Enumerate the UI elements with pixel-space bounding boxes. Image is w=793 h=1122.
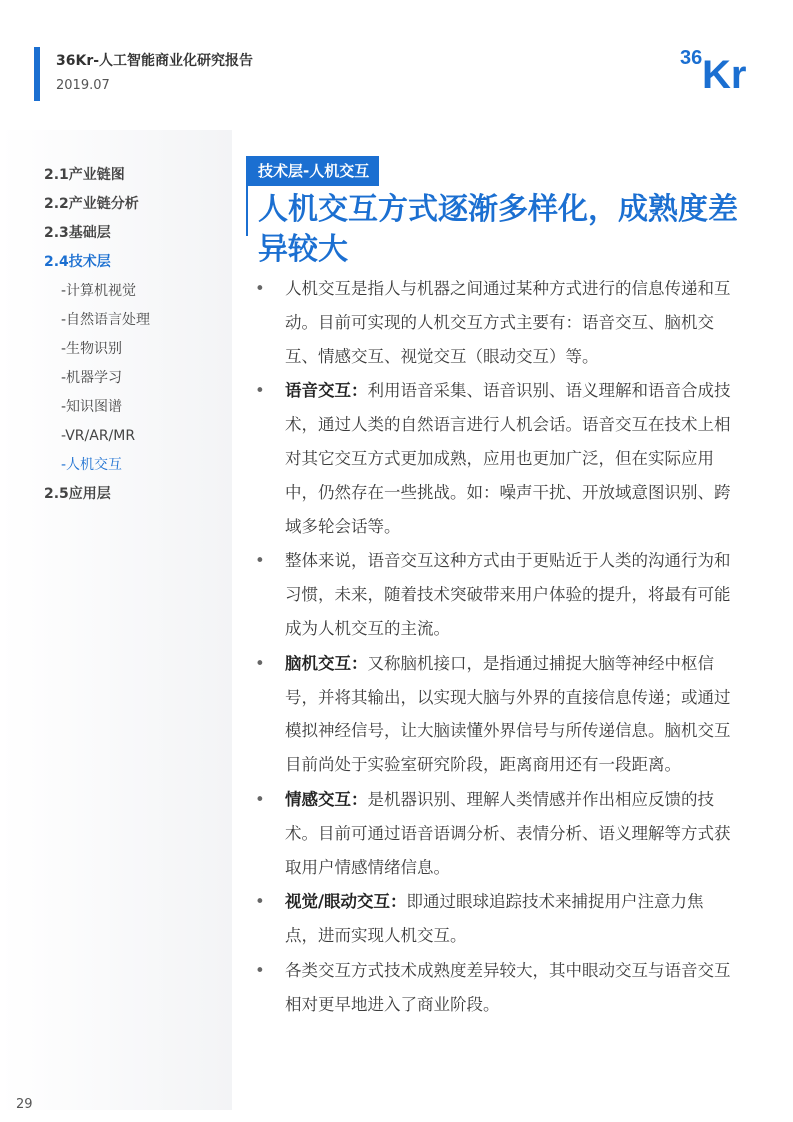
bullet-item bbox=[252, 954, 732, 1022]
bullet-dot-icon: • bbox=[255, 960, 265, 980]
nav-item-2-1[interactable]: 2.1产业链图 bbox=[44, 167, 125, 183]
bullet-item bbox=[252, 647, 732, 782]
bullet-dot-icon: • bbox=[255, 279, 265, 298]
nav-sub-knowledge-graph[interactable]: -知识图谱 bbox=[61, 399, 123, 415]
nav-sub-nlp[interactable]: -自然语言处理 bbox=[61, 312, 151, 328]
bullet-item bbox=[252, 885, 732, 953]
bullet-dot-icon: • bbox=[255, 653, 265, 673]
nav-sub-biometrics[interactable]: -生物识别 bbox=[61, 341, 123, 357]
section-tag: 技术层-人机交互 bbox=[248, 156, 379, 186]
bullet-text: 又称脑机接口，是指通过捕捉大脑等神经中枢信号，并将其输出，以实现大脑与外界的直接信息传递；或通过模拟神经信号，让大脑读懂外界信号与所传递信息。脑机交互目前尚处于实验室研究阶段，距离商用还有一段距离。 bbox=[285, 653, 731, 775]
nav-item-2-3[interactable]: 2.3基础层 bbox=[44, 225, 111, 241]
bullet-dot-icon: • bbox=[255, 381, 265, 401]
header-accent-bar bbox=[34, 47, 40, 101]
bullet-text: 整体来说，语音交互这种方式由于更贴近于人类的沟通行为和习惯，未来，随着技术突破带来用户体验的提升，将最有可能成为人机交互的主流。 bbox=[285, 551, 731, 638]
report-date: 2019.07 bbox=[56, 78, 110, 93]
bullet-dot-icon: • bbox=[255, 551, 265, 571]
nav-sub-computer-vision[interactable]: -计算机视觉 bbox=[61, 283, 137, 299]
bullet-lead: 语音交互： bbox=[285, 381, 368, 401]
bullet-text: 人机交互是指人与机器之间通过某种方式进行的信息传递和互动。目前可实现的人机交互方式主要有：语音交互、脑机交互、情感交互、视觉交互（眼动交互）等。 bbox=[285, 279, 731, 366]
bullet-dot-icon: • bbox=[255, 789, 265, 809]
nav-sub-vr-ar-mr[interactable]: -VR/AR/MR bbox=[61, 428, 136, 444]
bullet-text: 利用语音采集、语音识别、语义理解和语音合成技术，通过人类的自然语言进行人机会话。语音交互在技术上相对其它交互方式更加成熟，应用也更加广泛，但在实际应用中，仍然存在一些挑战。如：噪声干扰、开放域意图识别、跨域多轮会话等。 bbox=[285, 381, 731, 536]
section-nav bbox=[44, 163, 150, 511]
bullet-text: 即通过眼球追踪技术来捕捉用户注意力焦点，进而实现人机交互。 bbox=[285, 892, 704, 946]
36kr-logo bbox=[680, 42, 770, 92]
bullet-lead: 视觉/眼动交互： bbox=[285, 892, 407, 912]
bullet-lead: 脑机交互： bbox=[285, 653, 368, 673]
bullet-item bbox=[252, 374, 732, 543]
bullet-item bbox=[252, 544, 732, 645]
page-number: 29 bbox=[16, 1097, 33, 1112]
page-title: 人机交互方式逐渐多样化，成熟度差异较大 bbox=[258, 192, 738, 267]
bullet-item bbox=[252, 272, 732, 373]
report-title: 36Kr-人工智能商业化研究报告 bbox=[56, 53, 254, 69]
nav-sub-hci[interactable]: -人机交互 bbox=[61, 457, 123, 473]
bullet-item bbox=[252, 783, 732, 884]
bullet-list bbox=[252, 272, 732, 1023]
bullet-dot-icon: • bbox=[255, 892, 265, 912]
bullet-text: 各类交互方式技术成熟度差异较大，其中眼动交互与语音交互相对更早地进入了商业阶段。 bbox=[285, 960, 731, 1014]
bullet-lead: 情感交互： bbox=[285, 789, 368, 809]
nav-sub-machine-learning[interactable]: -机器学习 bbox=[61, 370, 123, 386]
nav-item-2-5[interactable]: 2.5应用层 bbox=[44, 486, 111, 502]
svg-text:36: 36 bbox=[680, 47, 703, 69]
nav-item-2-2[interactable]: 2.2产业链分析 bbox=[44, 196, 139, 212]
nav-item-2-4[interactable]: 2.4技术层 bbox=[44, 254, 111, 270]
bullet-text: 是机器识别、理解人类情感并作出相应反馈的技术。目前可通过语音语调分析、表情分析、语义理解等方式获取用户情感情绪信息。 bbox=[285, 789, 731, 877]
svg-text:Kr: Kr bbox=[702, 53, 747, 92]
